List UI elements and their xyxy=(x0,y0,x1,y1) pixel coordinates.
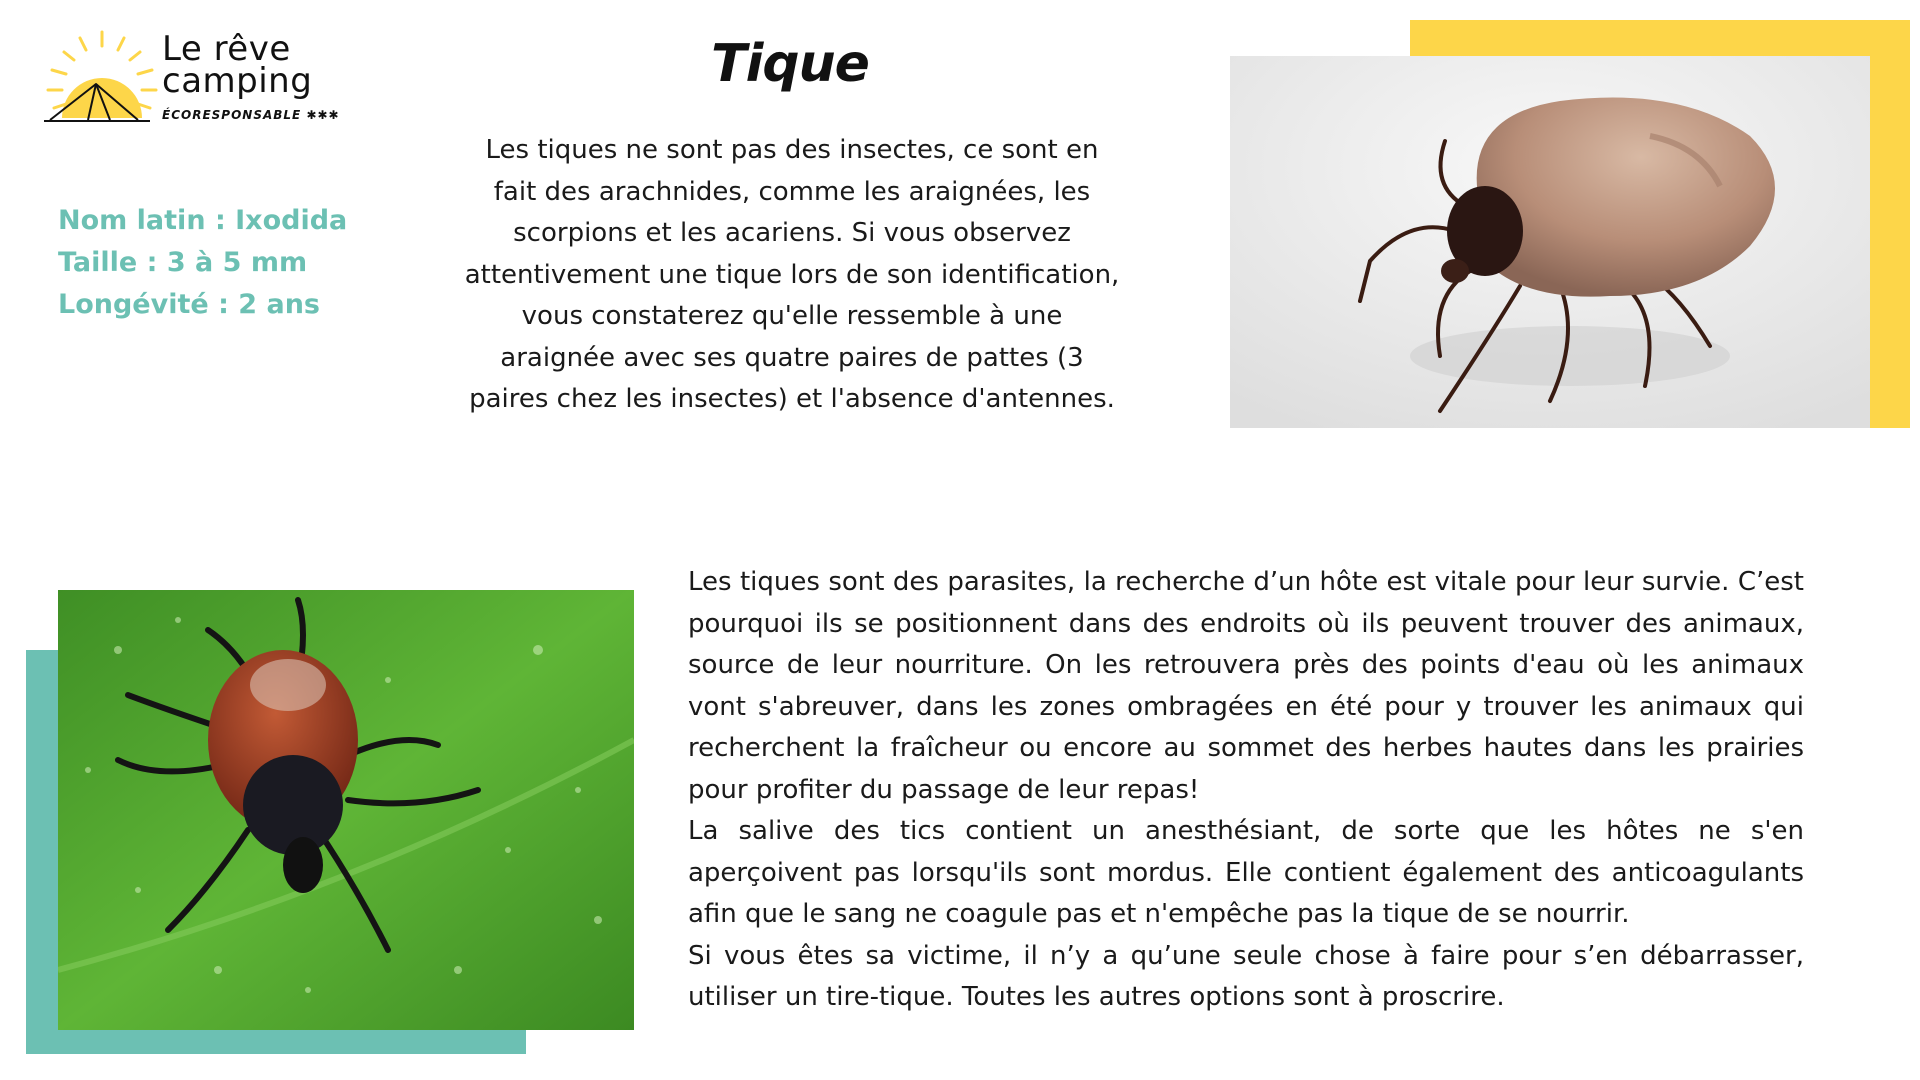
logo-stars: ✱✱✱ xyxy=(306,108,340,122)
fact-size: Taille : 3 à 5 mm xyxy=(58,247,308,278)
body-paragraph-habitat: Les tiques sont des parasites, la recherche d’un hôte est vitale pour leur survie. C’est pourquoi ils se positionnent dans des endroits où ils peuvent trouver des animaux, source de leur nourriture. On les retrouvera près des points d'eau où les animaux vont s'abreuver, dans les zones ombragées en été pour y trouver les animaux qui recherchent la fraîcheur ou encore au sommet des herbes hautes dans les prairies pour profiter du passage de leur repas! xyxy=(688,567,1804,805)
tick-on-leaf-image xyxy=(58,590,634,1030)
page-title: Tique xyxy=(711,34,869,94)
fact-longevity: Longévité : 2 ans xyxy=(58,289,320,320)
logo-tagline-text: ÉCORESPONSABLE xyxy=(162,108,302,122)
logo-line-2: camping xyxy=(162,61,313,101)
facts-list xyxy=(58,200,418,326)
body-text xyxy=(688,562,1804,1019)
body-paragraph-saliva: La salive des tics contient un anesthésiant, de sorte que les hôtes ne s'en aperçoivent pas lorsqu'ils sont mordus. Elle contient également des anticoagulants afin que le sang ne coagule pas et n'empêche pas la tique de se nourrir. xyxy=(688,816,1804,929)
tick-on-leaf-illustration xyxy=(58,590,634,1030)
logo-tagline xyxy=(162,108,340,122)
fact-latin-name: Nom latin : Ixodida xyxy=(58,205,348,236)
engorged-tick-image xyxy=(1230,56,1870,428)
logo xyxy=(40,28,360,138)
intro-paragraph: Les tiques ne sont pas des insectes, ce sont en fait des arachnides, comme les araignées, les scorpions et les acariens. Si vous observez attentivement une tique lors de son identification, vous constaterez qu'elle ressemble à une araignée avec ses quatre paires de pattes (3 paires chez les insectes) et l'absence d'antennes. xyxy=(464,135,1120,414)
logo-line-1: Le rêve xyxy=(162,29,291,69)
body-paragraph-removal: Si vous êtes sa victime, il n’y a qu’une seule chose à faire pour s’en débarrasser, utiliser un tire-tique. Toutes les autres options sont à proscrire. xyxy=(688,940,1804,1012)
sun-tent-icon xyxy=(40,28,170,133)
engorged-tick-illustration xyxy=(1230,56,1870,428)
